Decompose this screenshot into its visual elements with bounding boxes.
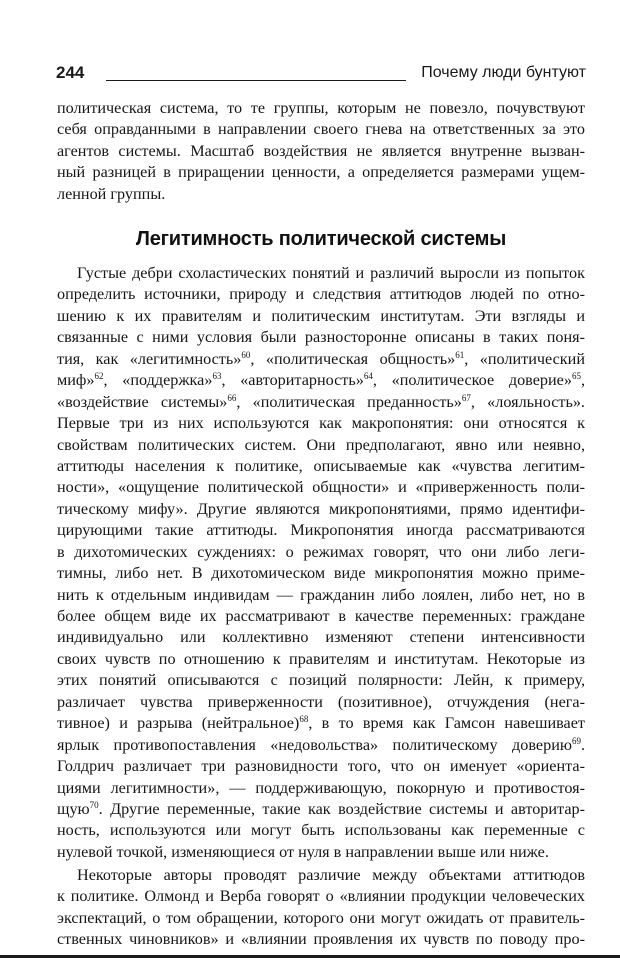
- text-line: к политике. Олмонд и Верба говорят о «влиянии продукции человеческих: [57, 887, 585, 906]
- text-line: более общем виде их рассматривают в качестве переменных: граждане: [57, 607, 585, 625]
- footnote-ref: 60: [241, 349, 251, 360]
- running-title: Почему люди бунтуют: [421, 64, 586, 81]
- section-title: Легитимность политической системы: [135, 228, 507, 250]
- text-line: ственных чиновников» и «влиянии проявления их чувств по поводу про-: [57, 930, 585, 949]
- text-line: цирующими такие аттитюды. Микропонятия иногда рассматриваются: [57, 521, 585, 540]
- text-line: связанные с ними условия были разносторонне описаны в таких поня-: [57, 328, 585, 347]
- text-line: тимны, либо нет. В дихотомическом виде микропонятия можно приме-: [57, 564, 585, 583]
- text-line: Густые дебри схоластических понятий и различий выросли из попыток: [77, 264, 585, 282]
- text-line: [57, 735, 585, 756]
- text-line: [57, 392, 585, 413]
- text-line: индивидуально или коллективно изменяют степени интенсивности: [57, 628, 585, 647]
- text-line: шению к их правителям и политическим институтам. Эти взгляды и: [57, 306, 585, 325]
- body-paragraph-2: [57, 865, 585, 951]
- footnote-ref: 69: [571, 735, 581, 746]
- footnote-ref: 68: [299, 714, 309, 725]
- text-line: различает чувства приверженности (позитивное), отчуждения (нега-: [57, 692, 585, 711]
- text-line: ность, используются или могут быть использованы как переменные с: [57, 821, 585, 840]
- text-line: экспектаций, о том обращении, которого они могут ожидать от правитель-: [57, 908, 585, 927]
- footnote-ref: 70: [89, 799, 99, 810]
- text-line: Голдрич различает три разновидности того, что он именует «ориента-: [57, 757, 585, 776]
- text-fragment: , «политическая преданность»: [236, 392, 462, 411]
- text-fragment: тия, как «легитимность»: [57, 349, 242, 368]
- text-line: ленной группы.: [57, 184, 166, 203]
- text-fragment: , «политический: [464, 349, 585, 368]
- text-line: ный разницей в приращении ценности, а определяется размерами ущем-: [57, 163, 585, 182]
- text-line: циями легитимности», — поддерживающую, покорную и противостоя-: [57, 778, 585, 797]
- intro-paragraph: [57, 98, 585, 205]
- text-line: политическая система, то те группы, которым не повезло, почувствуют: [57, 99, 585, 117]
- text-line: Некоторые авторы проводят различие между объектами аттитюдов: [77, 866, 585, 884]
- text-fragment: тивное) и разрыва (нейтральное): [57, 714, 300, 733]
- text-line: своих чувств по отношению к правителям и институтам. Некоторые из: [57, 649, 585, 668]
- text-line: [57, 349, 585, 370]
- text-line: аттитюды населения к политике, описываемые как «чувства легитим-: [57, 456, 585, 475]
- text-line: себя оправданными в направлении своего гнева на ответственных за это: [57, 120, 585, 139]
- text-fragment: , «авторитарность»: [221, 371, 364, 390]
- footnote-ref: 67: [461, 392, 471, 403]
- text-fragment: ,: [580, 371, 585, 390]
- text-line: агентов системы. Масштаб воздействия не является внутренне вызван-: [57, 141, 585, 160]
- text-line: Первые три из них используются как макропонятия: они относятся к: [57, 414, 585, 433]
- text-line: свойствам политических систем. Они предполагают, явно или неявно,: [57, 435, 585, 454]
- text-fragment: .: [580, 735, 585, 754]
- text-line: ности», «ощущение политической общности» и «приверженность поли-: [57, 478, 585, 497]
- text-line: этих понятий описываются с позиций полярности: Лейн, к примеру,: [57, 671, 585, 690]
- page-bottom-edge: [0, 955, 620, 958]
- text-line: тическому мифу». Другие являются микропонятиями, прямо идентифи-: [57, 499, 585, 518]
- text-fragment: , «политическое доверие»: [372, 371, 572, 390]
- header-rule: [106, 80, 406, 81]
- footnote-ref: 66: [227, 392, 237, 403]
- text-fragment: миф»: [57, 371, 95, 390]
- text-fragment: , «политическая общность»: [250, 349, 456, 368]
- footnote-ref: 64: [363, 371, 373, 382]
- text-fragment: , «лояльность».: [470, 392, 585, 411]
- footnote-ref: 61: [455, 349, 465, 360]
- text-fragment: щую: [57, 799, 90, 818]
- footnote-ref: 62: [94, 371, 104, 382]
- text-line: [57, 713, 585, 734]
- text-fragment: , в то время как Гамсон навешивает: [308, 714, 585, 733]
- body-paragraph-1: [57, 263, 585, 863]
- page-number: 244: [56, 63, 85, 82]
- text-line: [57, 370, 585, 391]
- text-line: [57, 799, 585, 820]
- text-fragment: «воздействие системы»: [57, 392, 228, 411]
- text-line: нулевой точкой, изменяющиеся от нуля в направлении выше или ниже.: [57, 842, 549, 861]
- footnote-ref: 65: [571, 371, 581, 382]
- text-line: нить к отдельным индивидам — гражданин либо лоялен, либо нет, но в: [57, 585, 585, 604]
- text-fragment: ярлык противопоставления «недовольства» политическому доверию: [57, 735, 572, 754]
- text-fragment: . Другие переменные, такие как воздействие системы и авторитар-: [98, 799, 585, 818]
- text-line: определить источники, природу и следствия аттитюдов людей по отно-: [57, 285, 585, 304]
- text-line: в дихотомических суждениях: о режимах говорят, что они либо леги-: [57, 542, 585, 561]
- text-fragment: , «поддержка»: [103, 371, 213, 390]
- footnote-ref: 63: [212, 371, 222, 382]
